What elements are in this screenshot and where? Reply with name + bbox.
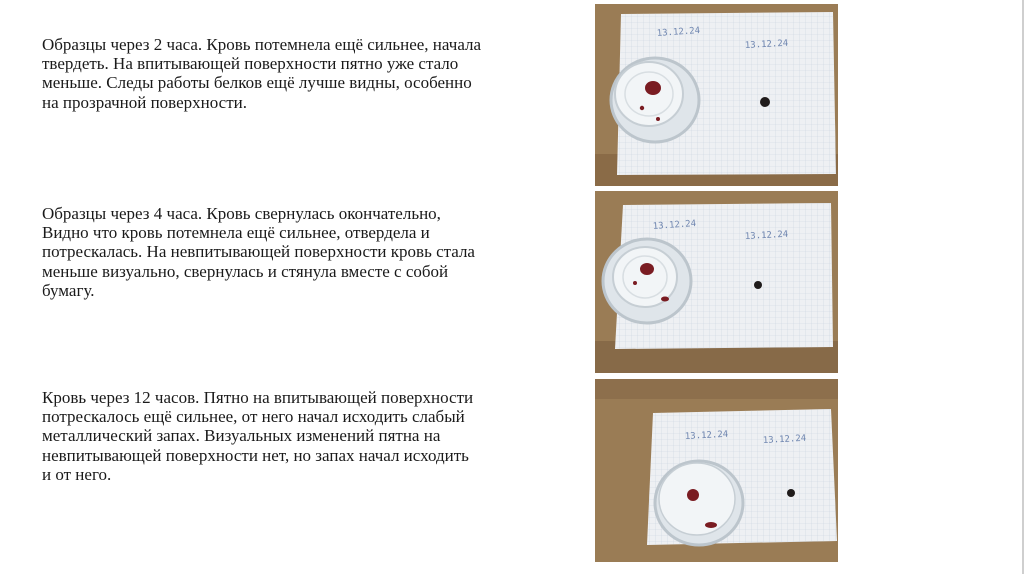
sample-date-label: 13.12.24 [684,429,729,442]
photo-samples-12-hours [595,379,838,562]
sample-date-label: 13.12.24 [762,433,807,446]
photo-samples-2-hours [595,4,838,186]
sample-date-label: 13.12.24 [744,229,789,242]
observation-text-12-hours: Кровь через 12 часов. Пятно на впитывающей поверхности потрескалось ещё сильнее, от него начал исходить слабый металлический запах. Визуальных изменений пятна на невпитывающей поверхности нет, но запах начал исходить и от него. [42,388,474,484]
observation-text-4-hours: Образцы через 4 часа. Кровь свернулась окончательно, Видно что кровь потемнела ещё сильнее, отвердела и потрескалась. На невпитывающей поверхности кровь стала меньше визуально, свернулась и стянула вместе с собой бумагу. [42,204,475,300]
sample-date-label: 13.12.24 [656,25,701,39]
photo-samples-4-hours [595,191,838,373]
sample-date-label: 13.12.24 [652,218,697,232]
observation-text-2-hours: Образцы через 2 часа. Кровь потемнела ещё сильнее, начала твердеть. На впитывающей поверхности пятно уже стало меньше. Следы работы белков ещё лучше видны, особенно на прозрачной поверхности. [42,35,482,112]
sample-date-label: 13.12.24 [744,38,789,51]
